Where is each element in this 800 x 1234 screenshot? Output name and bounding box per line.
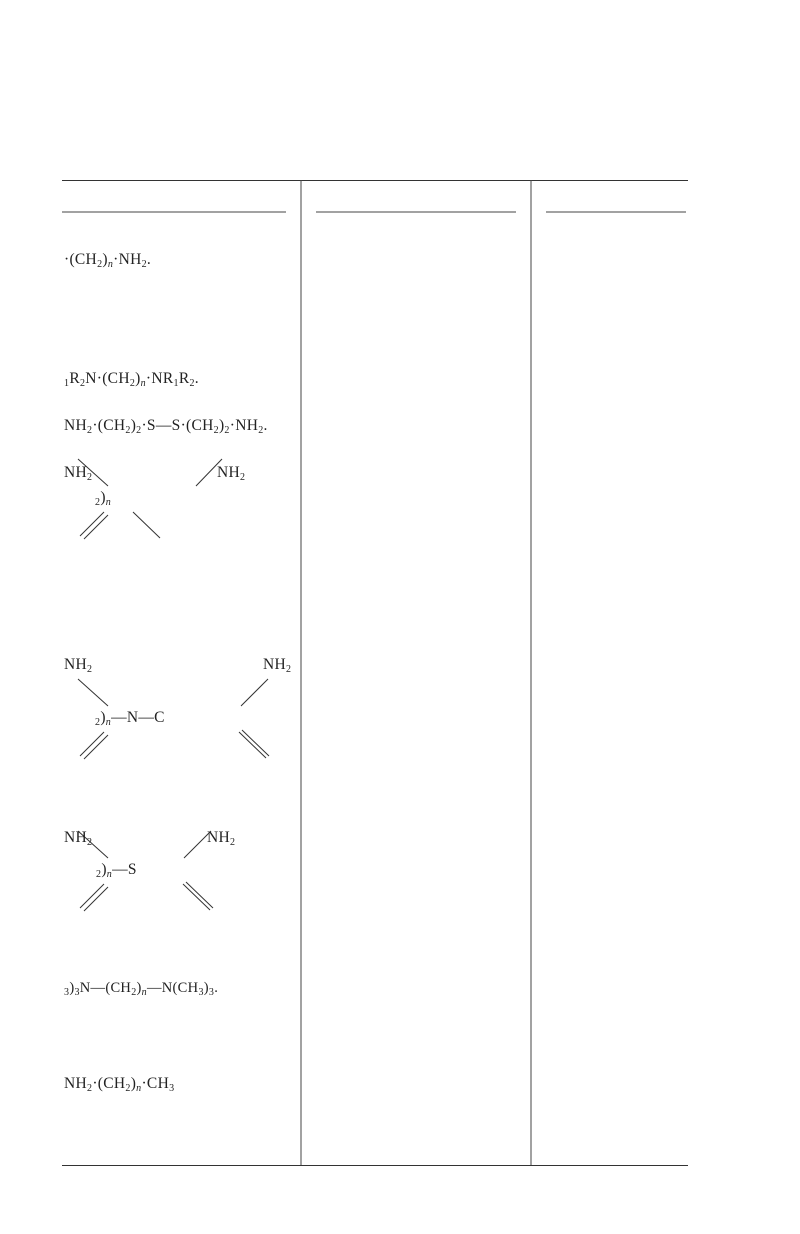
diisothiourea-nh2-left: $NH_2$ [64, 829, 93, 848]
diguanidine-chain: $_2)_n—N—C$ [95, 709, 165, 728]
diamidine-nh2-right: $NH_2$ [217, 464, 246, 483]
compound-r1r2n-formula: $_1R_2N\cdot(CH_2)_n\cdot NR_1R_2$. [64, 370, 199, 389]
compound-diquaternary-formula: $_3)_3N—(CH_2)_n—N(CH_3)_3$. [64, 980, 219, 998]
compound-monoamine-formula: $NH_2\cdot(CH_2)_n\cdot CH_3$ [64, 1075, 175, 1094]
diamidine-nh2-left: $NH_2$ [64, 464, 93, 483]
diisothiourea-chain: $_2)_n—S$ [96, 861, 137, 880]
compound-diamine-formula: $\cdot(CH_2)_n\cdot NH_2$. [64, 251, 152, 270]
compound-cystamine-formula: $NH_2\cdot(CH_2)_2\cdot S—S\cdot(CH_2)_2\cdot NH_2$. [64, 417, 268, 436]
diamidine-chain: $_2)_n$ [95, 489, 112, 508]
diisothiourea-nh2-right: $NH_2$ [207, 829, 236, 848]
diguanidine-nh2-left: $NH_2$ [64, 656, 93, 675]
diguanidine-nh2-right: $NH_2$ [263, 656, 292, 675]
